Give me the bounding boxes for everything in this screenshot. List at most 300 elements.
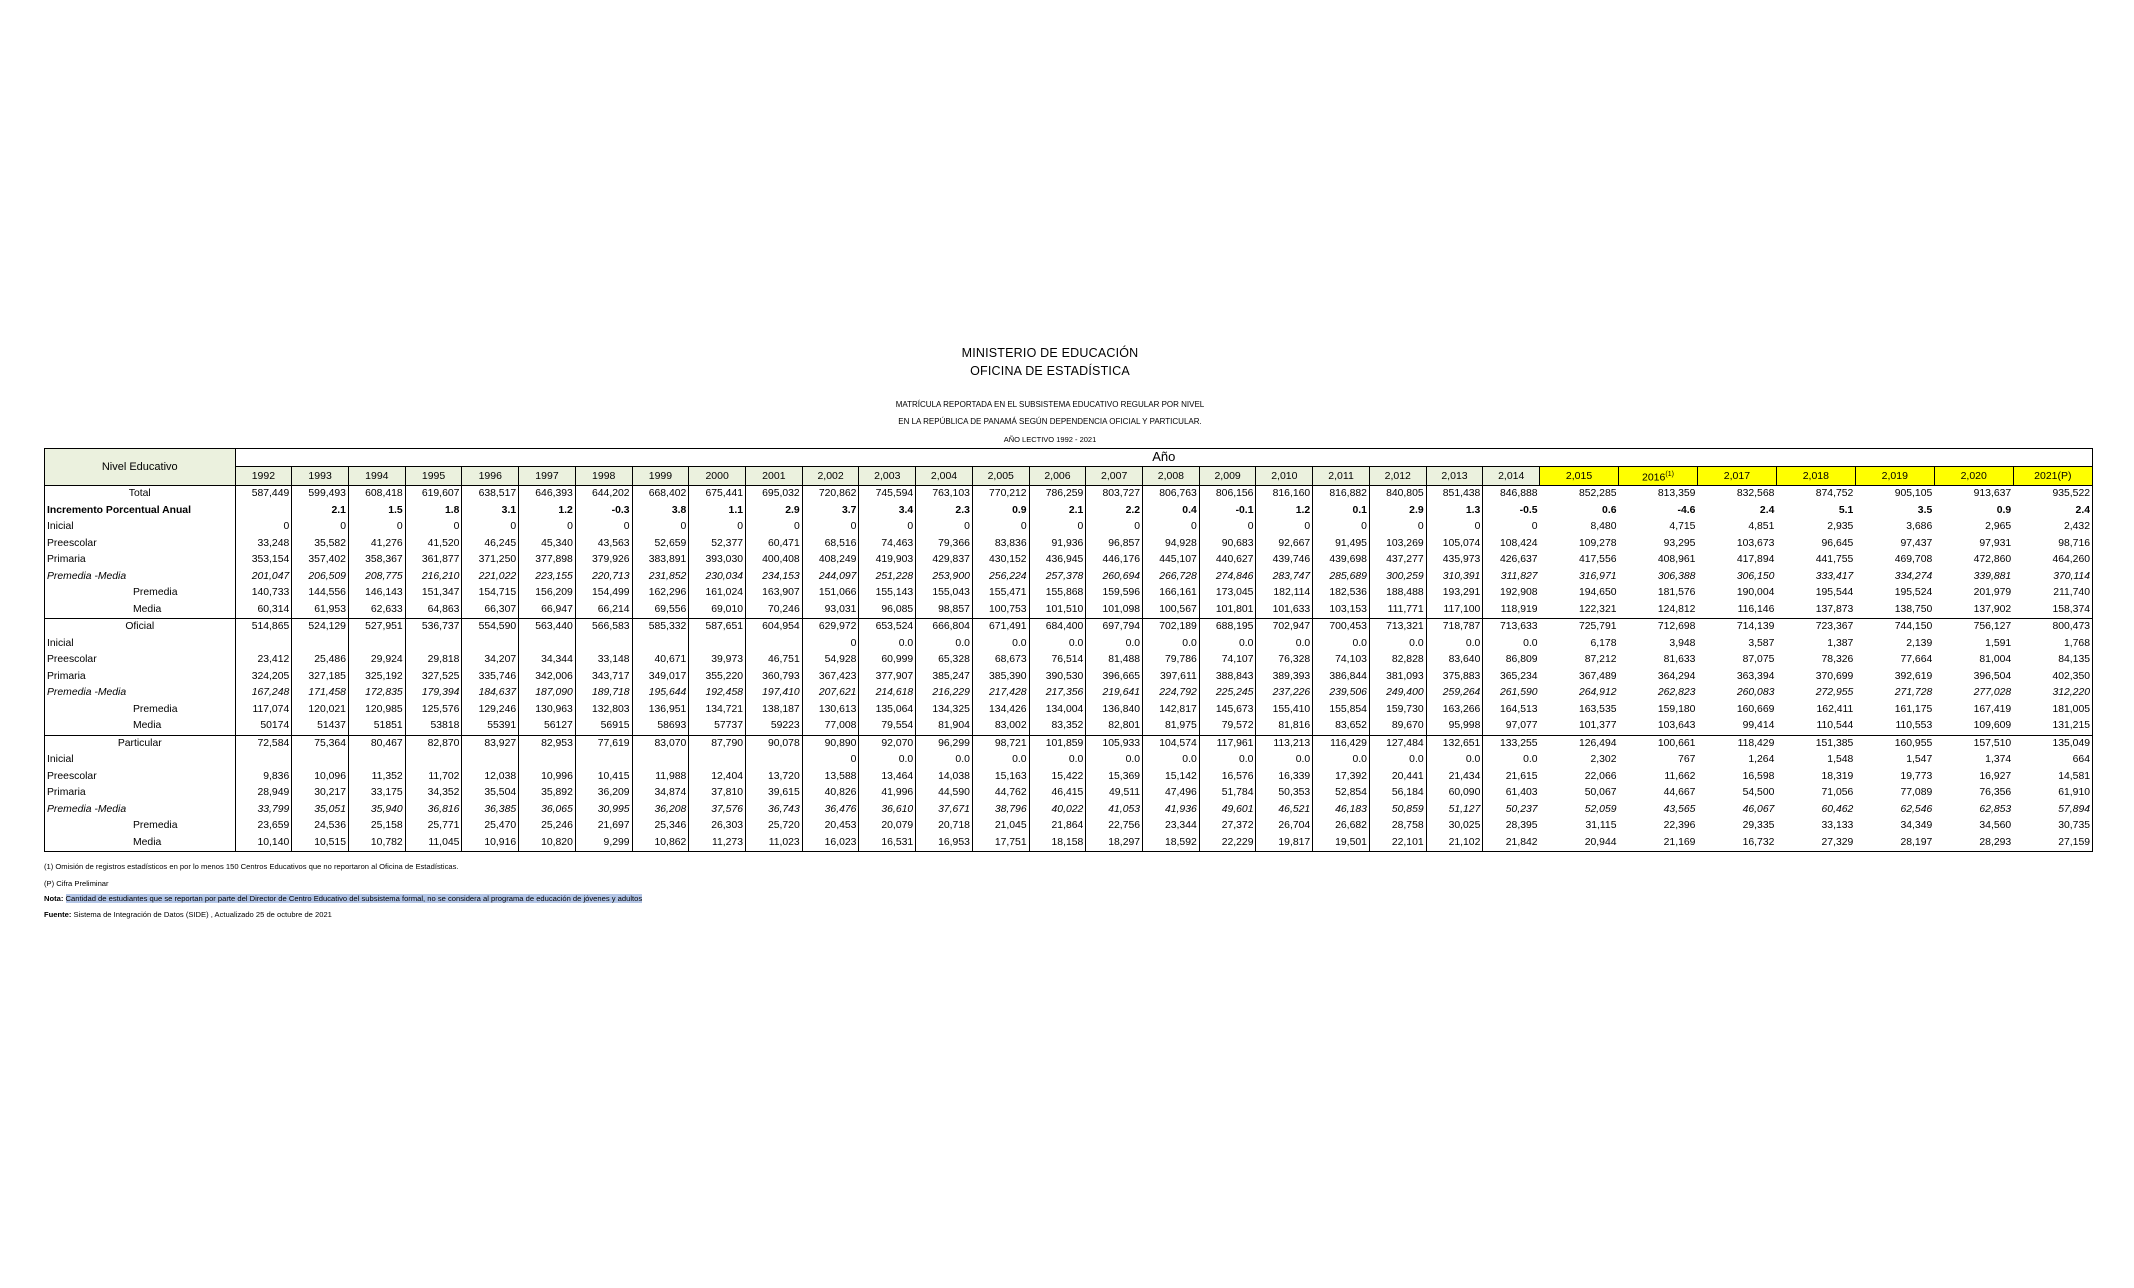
table-cell: 96,857 <box>1086 536 1143 553</box>
table-cell: 25,346 <box>632 818 689 835</box>
table-row <box>45 769 2093 786</box>
table-cell: 1.2 <box>519 503 576 520</box>
table-cell: 21,864 <box>1029 818 1086 835</box>
table-cell: 144,556 <box>292 585 349 602</box>
table-cell: 816,160 <box>1256 486 1313 503</box>
table-cell: 133,255 <box>1483 735 1540 752</box>
table-cell: 800,473 <box>2013 619 2092 636</box>
table-cell: 1,768 <box>2013 636 2092 653</box>
table-cell: 0.0 <box>972 636 1029 653</box>
table-cell: 60,090 <box>1426 785 1483 802</box>
table-cell: 130,613 <box>802 702 859 719</box>
table-cell: 79,554 <box>859 718 916 735</box>
table-cell: 166,161 <box>1143 585 1200 602</box>
table-cell: 197,410 <box>746 685 803 702</box>
table-cell: 2.4 <box>1759 504 1775 516</box>
table-cell: 36,209 <box>575 785 632 802</box>
year-header: 2,009 <box>1199 466 1256 486</box>
table-cell: 77,089 <box>1900 787 1933 799</box>
table-cell: 3.4 <box>859 503 916 520</box>
table-cell: 78,326 <box>1821 654 1854 666</box>
table-cell: 10,515 <box>292 835 349 852</box>
year-header: 2001 <box>746 466 803 486</box>
row-label: Media <box>45 718 236 735</box>
table-cell: 93,295 <box>1663 537 1696 549</box>
table-cell: 396,504 <box>1973 670 2012 682</box>
table-cell: 0 <box>802 636 859 653</box>
table-cell: 118,919 <box>1500 603 1538 615</box>
table-cell: 34,352 <box>405 785 462 802</box>
table-cell: 806,156 <box>1199 486 1256 503</box>
table-cell: 851,438 <box>1426 486 1483 503</box>
year-2016-label: 2016 <box>1642 471 1666 483</box>
table-cell: 36,476 <box>802 802 859 819</box>
table-cell: 156,209 <box>519 585 576 602</box>
table-cell: 700,453 <box>1313 619 1370 636</box>
table-cell: 190,004 <box>1736 587 1775 599</box>
table-cell: 439,746 <box>1256 552 1313 569</box>
table-cell: 101,377 <box>1578 720 1617 732</box>
table-cell: 79,572 <box>1199 718 1256 735</box>
table-cell: 108,424 <box>1500 537 1538 549</box>
table-cell: 100,753 <box>972 602 1029 619</box>
table-cell: 0 <box>859 519 916 536</box>
table-cell: 300,259 <box>1369 569 1426 586</box>
table-cell: 167,419 <box>1973 703 2012 715</box>
table-cell: 39,615 <box>746 785 803 802</box>
table-cell: 83,652 <box>1313 718 1370 735</box>
table-cell: 22,229 <box>1199 835 1256 852</box>
table-cell: 3.8 <box>632 503 689 520</box>
table-cell: 2.3 <box>916 503 973 520</box>
table-cell: 10,096 <box>292 769 349 786</box>
table-cell: 389,393 <box>1256 669 1313 686</box>
table-cell: 188,488 <box>1369 585 1426 602</box>
table-cell: 260,083 <box>1736 687 1775 699</box>
table-cell: 377,907 <box>859 669 916 686</box>
table-cell: 234,153 <box>746 569 803 586</box>
year-header: 2000 <box>689 466 746 486</box>
table-cell: 18,319 <box>1821 770 1854 782</box>
school-year-range: AÑO LECTIVO 1992 - 2021 <box>1003 435 1097 444</box>
table-cell: 0 <box>632 519 689 536</box>
office-title: OFICINA DE ESTADÍSTICA <box>970 364 1130 378</box>
table-cell: 68,516 <box>802 536 859 553</box>
table-cell: 396,665 <box>1086 669 1143 686</box>
table-cell: 138,750 <box>1894 603 1933 615</box>
table-cell: 132,651 <box>1426 735 1483 752</box>
year-header: 2,017 <box>1697 466 1776 486</box>
table-row <box>45 685 2093 702</box>
table-cell: 41,276 <box>348 536 405 553</box>
table-cell: 695,032 <box>746 486 803 503</box>
table-cell <box>462 636 519 653</box>
table-cell: 51,127 <box>1426 802 1483 819</box>
table-cell: 440,627 <box>1199 552 1256 569</box>
table-cell: 211,740 <box>2013 585 2092 602</box>
table-cell: 19,817 <box>1256 835 1313 852</box>
table-cell: 155,043 <box>916 585 973 602</box>
table-cell: 217,428 <box>972 685 1029 702</box>
table-cell: 225,245 <box>1199 685 1256 702</box>
table-cell: 365,234 <box>1500 670 1538 682</box>
table-cell: 2,139 <box>1906 637 1933 649</box>
table-cell: 46,245 <box>462 536 519 553</box>
table-cell: 140,733 <box>235 585 292 602</box>
table-cell: 371,250 <box>462 552 519 569</box>
table-cell: 76,514 <box>1029 652 1086 669</box>
table-cell: 22,396 <box>1663 820 1696 832</box>
table-cell: 40,671 <box>632 652 689 669</box>
table-cell: 381,093 <box>1369 669 1426 686</box>
table-cell: 16,953 <box>916 835 973 852</box>
table-cell: 134,426 <box>972 702 1029 719</box>
table-cell: 64,863 <box>405 602 462 619</box>
ministry-title: MINISTERIO DE EDUCACIÓN <box>961 346 1139 360</box>
table-cell: 0.0 <box>1313 752 1370 769</box>
table-cell: 671,491 <box>972 619 1029 636</box>
table-cell: 1.1 <box>689 503 746 520</box>
table-cell: 20,079 <box>859 818 916 835</box>
table-cell: 10,415 <box>575 769 632 786</box>
table-cell: 349,017 <box>632 669 689 686</box>
table-cell: 116,429 <box>1313 735 1370 752</box>
table-cell: 0 <box>1143 519 1200 536</box>
table-cell: 28,395 <box>1505 820 1538 832</box>
year-header: 2,014 <box>1483 466 1540 486</box>
table-cell: 608,418 <box>348 486 405 503</box>
table-cell: 52,659 <box>632 536 689 553</box>
table-cell: 25,246 <box>519 818 576 835</box>
table-cell: 1,547 <box>1906 754 1933 766</box>
table-cell: 70,246 <box>746 602 803 619</box>
table-cell: 0.0 <box>1143 752 1200 769</box>
table-cell: 195,524 <box>1894 587 1933 599</box>
table-cell: 536,737 <box>405 619 462 636</box>
table-cell: 134,721 <box>689 702 746 719</box>
table-cell: 224,792 <box>1143 685 1200 702</box>
table-cell: 21,102 <box>1426 835 1483 852</box>
table-cell <box>235 503 292 520</box>
table-cell: 325,192 <box>348 669 405 686</box>
table-cell: 408,249 <box>802 552 859 569</box>
year-header: 1996 <box>462 466 519 486</box>
table-cell: 192,458 <box>689 685 746 702</box>
table-cell <box>292 636 349 653</box>
table-cell: 101,859 <box>1029 735 1086 752</box>
table-cell: 109,609 <box>1973 720 2012 732</box>
table-cell: 91,495 <box>1313 536 1370 553</box>
table-cell: 158,374 <box>2013 602 2092 619</box>
table-row <box>45 569 2093 586</box>
table-cell: 206,509 <box>292 569 349 586</box>
table-cell: 49,601 <box>1199 802 1256 819</box>
table-cell: 0 <box>348 519 405 536</box>
table-cell: 803,727 <box>1086 486 1143 503</box>
table-cell: 767 <box>1678 754 1696 766</box>
table-cell: 744,150 <box>1855 619 1934 636</box>
table-cell: 262,823 <box>1657 687 1696 699</box>
table-cell: 161,175 <box>1894 703 1933 715</box>
table-cell: 18,297 <box>1086 835 1143 852</box>
table-cell: 713,633 <box>1483 619 1540 636</box>
table-cell: 181,576 <box>1657 587 1696 599</box>
table-cell: 76,328 <box>1256 652 1313 669</box>
table-cell: 98,857 <box>916 602 973 619</box>
table-cell: 10,140 <box>235 835 292 852</box>
table-cell: 50,067 <box>1584 787 1617 799</box>
table-cell: 221,022 <box>462 569 519 586</box>
table-cell: 445,107 <box>1143 552 1200 569</box>
table-cell: 713,321 <box>1369 619 1426 636</box>
table-cell: 82,828 <box>1369 652 1426 669</box>
table-cell: 770,212 <box>972 486 1029 503</box>
table-cell: 33,148 <box>575 652 632 669</box>
table-cell: 91,936 <box>1029 536 1086 553</box>
table-cell: 0.4 <box>1143 503 1200 520</box>
table-cell: 193,291 <box>1426 585 1483 602</box>
table-cell: 83,002 <box>972 718 1029 735</box>
table-cell: 137,902 <box>1973 603 2012 615</box>
table-cell <box>632 752 689 769</box>
table-cell: 231,852 <box>632 569 689 586</box>
table-cell: 62,546 <box>1900 803 1933 815</box>
table-row <box>45 835 2093 852</box>
table-cell <box>519 752 576 769</box>
table-cell: 358,367 <box>348 552 405 569</box>
table-cell: 30,217 <box>292 785 349 802</box>
table-cell: 644,202 <box>575 486 632 503</box>
table-cell: 21,615 <box>1505 770 1538 782</box>
table-cell: 524,129 <box>292 619 349 636</box>
table-cell: 1,387 <box>1827 637 1854 649</box>
table-cell: 19,501 <box>1313 835 1370 852</box>
table-cell: 154,499 <box>575 585 632 602</box>
table-cell: 172,835 <box>348 685 405 702</box>
table-cell: 34,349 <box>1900 820 1933 832</box>
table-cell: 29,335 <box>1742 820 1775 832</box>
table-cell: 124,812 <box>1657 603 1696 615</box>
footnote-omission: (1) Omisión de registros estadísticos en por lo menos 150 Centros Educativos que no reportaron al Oficina de Estadísticas. <box>44 862 459 871</box>
table-cell: 806,763 <box>1143 486 1200 503</box>
table-cell: 41,053 <box>1086 802 1143 819</box>
table-row <box>45 752 2093 769</box>
year-header: 1995 <box>405 466 462 486</box>
table-cell: 135,049 <box>2013 735 2092 752</box>
table-cell: 120,985 <box>348 702 405 719</box>
table-cell: 393,030 <box>689 552 746 569</box>
table-cell: 0 <box>802 752 859 769</box>
year-header: 2,018 <box>1776 466 1855 486</box>
table-cell: 35,582 <box>292 536 349 553</box>
table-cell: 37,576 <box>689 802 746 819</box>
enrollment-table <box>44 448 2093 852</box>
row-label: Premedia -Media <box>45 685 236 702</box>
table-cell: 55391 <box>462 718 519 735</box>
year-header <box>1619 466 1698 486</box>
table-cell: 756,127 <box>1934 619 2013 636</box>
table-cell: 397,611 <box>1143 669 1200 686</box>
table-cell: 36,385 <box>462 802 519 819</box>
table-cell: 840,805 <box>1369 486 1426 503</box>
table-cell: 87,790 <box>689 735 746 752</box>
table-cell: 81,816 <box>1256 718 1313 735</box>
table-cell: 629,972 <box>802 619 859 636</box>
table-row <box>45 619 2093 636</box>
table-cell: 277,028 <box>1973 687 2012 699</box>
table-cell: 426,637 <box>1500 554 1538 566</box>
table-cell: 160,955 <box>1855 735 1934 752</box>
table-cell: 207,621 <box>802 685 859 702</box>
table-cell: 653,524 <box>859 619 916 636</box>
table-cell: 646,393 <box>519 486 576 503</box>
table-cell: 0.0 <box>916 636 973 653</box>
table-cell: 408,961 <box>1657 554 1696 566</box>
table-cell <box>519 636 576 653</box>
table-cell: -0.3 <box>575 503 632 520</box>
table-cell: 714,139 <box>1697 619 1776 636</box>
table-cell: 832,568 <box>1736 488 1775 500</box>
table-cell: 14,581 <box>2013 769 2092 786</box>
table-cell: 527,951 <box>348 619 405 636</box>
table-cell: 390,530 <box>1029 669 1086 686</box>
table-cell: 0.0 <box>1369 752 1426 769</box>
table-cell: 2,302 <box>1590 754 1617 766</box>
table-cell: 763,103 <box>916 486 973 503</box>
table-cell: 82,953 <box>519 735 576 752</box>
table-cell: 392,619 <box>1894 670 1933 682</box>
table-cell: 65,328 <box>916 652 973 669</box>
table-cell: 113,213 <box>1256 735 1313 752</box>
table-cell: 162,411 <box>1816 703 1854 715</box>
table-cell: 9,299 <box>575 835 632 852</box>
table-cell <box>292 752 349 769</box>
table-cell: 82,801 <box>1086 718 1143 735</box>
table-cell: 402,350 <box>2013 669 2092 686</box>
table-row <box>45 669 2093 686</box>
table-cell: 29,818 <box>405 652 462 669</box>
table-cell: 71,056 <box>1821 787 1854 799</box>
table-cell: 0 <box>1426 519 1483 536</box>
table-cell: 17,392 <box>1313 769 1370 786</box>
table-cell: 311,827 <box>1500 570 1538 582</box>
table-cell: 163,266 <box>1426 702 1483 719</box>
table-cell: 13,464 <box>859 769 916 786</box>
table-cell: 0 <box>1369 519 1426 536</box>
table-cell: 375,883 <box>1426 669 1483 686</box>
table-cell: 244,097 <box>802 569 859 586</box>
table-cell <box>235 752 292 769</box>
table-cell: 155,143 <box>859 585 916 602</box>
table-cell <box>746 636 803 653</box>
table-cell: 155,868 <box>1029 585 1086 602</box>
table-cell: 159,596 <box>1086 585 1143 602</box>
table-cell: 3.7 <box>802 503 859 520</box>
table-cell: 469,708 <box>1894 554 1933 566</box>
table-cell: 53818 <box>405 718 462 735</box>
table-cell: 1.3 <box>1426 503 1483 520</box>
table-cell: 18,592 <box>1143 835 1200 852</box>
table-cell: 400,408 <box>746 552 803 569</box>
table-cell: 46,067 <box>1742 803 1775 815</box>
table-cell: 261,590 <box>1500 687 1538 699</box>
table-cell: 21,045 <box>972 818 1029 835</box>
report-subtitle-1: MATRÍCULA REPORTADA EN EL SUBSISTEMA EDUCATIVO REGULAR POR NIVEL <box>895 400 1205 409</box>
table-cell: 274,846 <box>1199 569 1256 586</box>
table-cell: 35,892 <box>519 785 576 802</box>
table-cell: 62,853 <box>1979 803 2012 815</box>
table-cell: 935,522 <box>2013 486 2092 503</box>
table-cell: 96,299 <box>916 735 973 752</box>
nivel-educativo-header: Nivel Educativo <box>45 449 236 486</box>
table-cell: 913,637 <box>1973 488 2012 500</box>
table-cell: 429,837 <box>916 552 973 569</box>
table-cell: 82,870 <box>405 735 462 752</box>
table-cell: 264,912 <box>1578 687 1617 699</box>
table-cell: 554,590 <box>462 619 519 636</box>
row-label: Primaria <box>45 785 236 802</box>
table-cell: 37,671 <box>916 802 973 819</box>
table-cell: 159,730 <box>1369 702 1426 719</box>
table-cell: 135,064 <box>859 702 916 719</box>
table-cell: 109,278 <box>1578 537 1617 549</box>
table-cell: 745,594 <box>859 486 916 503</box>
table-row <box>45 536 2093 553</box>
table-cell: 514,865 <box>235 619 292 636</box>
year-header: 1993 <box>292 466 349 486</box>
table-cell: 30,735 <box>2013 818 2092 835</box>
table-cell: 162,296 <box>632 585 689 602</box>
table-cell: 30,025 <box>1426 818 1483 835</box>
table-cell: 697,794 <box>1086 619 1143 636</box>
table-cell: 334,274 <box>1894 570 1933 582</box>
table-cell: 377,898 <box>519 552 576 569</box>
table-cell: 33,133 <box>1821 820 1854 832</box>
table-cell: 0.0 <box>1426 752 1483 769</box>
table-cell: 360,793 <box>746 669 803 686</box>
source-label: Fuente: <box>44 910 72 919</box>
table-cell: 0.6 <box>1602 504 1617 516</box>
table-cell: 436,945 <box>1029 552 1086 569</box>
table-cell: 75,364 <box>292 735 349 752</box>
year-header: 2021(P) <box>2013 466 2092 486</box>
table-row <box>45 652 2093 669</box>
table-cell: 0.0 <box>1029 636 1086 653</box>
note-label: Nota: <box>44 894 64 903</box>
table-cell: 0.9 <box>1996 504 2012 516</box>
table-row <box>45 552 2093 569</box>
table-cell: 813,359 <box>1657 488 1696 500</box>
table-cell: 92,667 <box>1256 536 1313 553</box>
table-cell: 353,154 <box>235 552 292 569</box>
table-cell: 852,285 <box>1578 488 1617 500</box>
table-cell: 35,051 <box>292 802 349 819</box>
table-cell: 103,643 <box>1657 720 1696 732</box>
table-cell: 367,489 <box>1578 670 1617 682</box>
table-cell: 83,836 <box>972 536 1029 553</box>
table-cell: 0 <box>292 519 349 536</box>
table-cell: 44,667 <box>1663 787 1696 799</box>
table-cell: 105,933 <box>1086 735 1143 752</box>
table-cell: 3,587 <box>1748 637 1775 649</box>
table-cell: 101,510 <box>1029 602 1086 619</box>
row-label: Primaria <box>45 552 236 569</box>
table-cell: 60,314 <box>235 602 292 619</box>
table-cell: 101,098 <box>1086 602 1143 619</box>
table-cell: 33,248 <box>235 536 292 553</box>
table-cell: 137,873 <box>1815 603 1854 615</box>
table-cell: 16,576 <box>1199 769 1256 786</box>
